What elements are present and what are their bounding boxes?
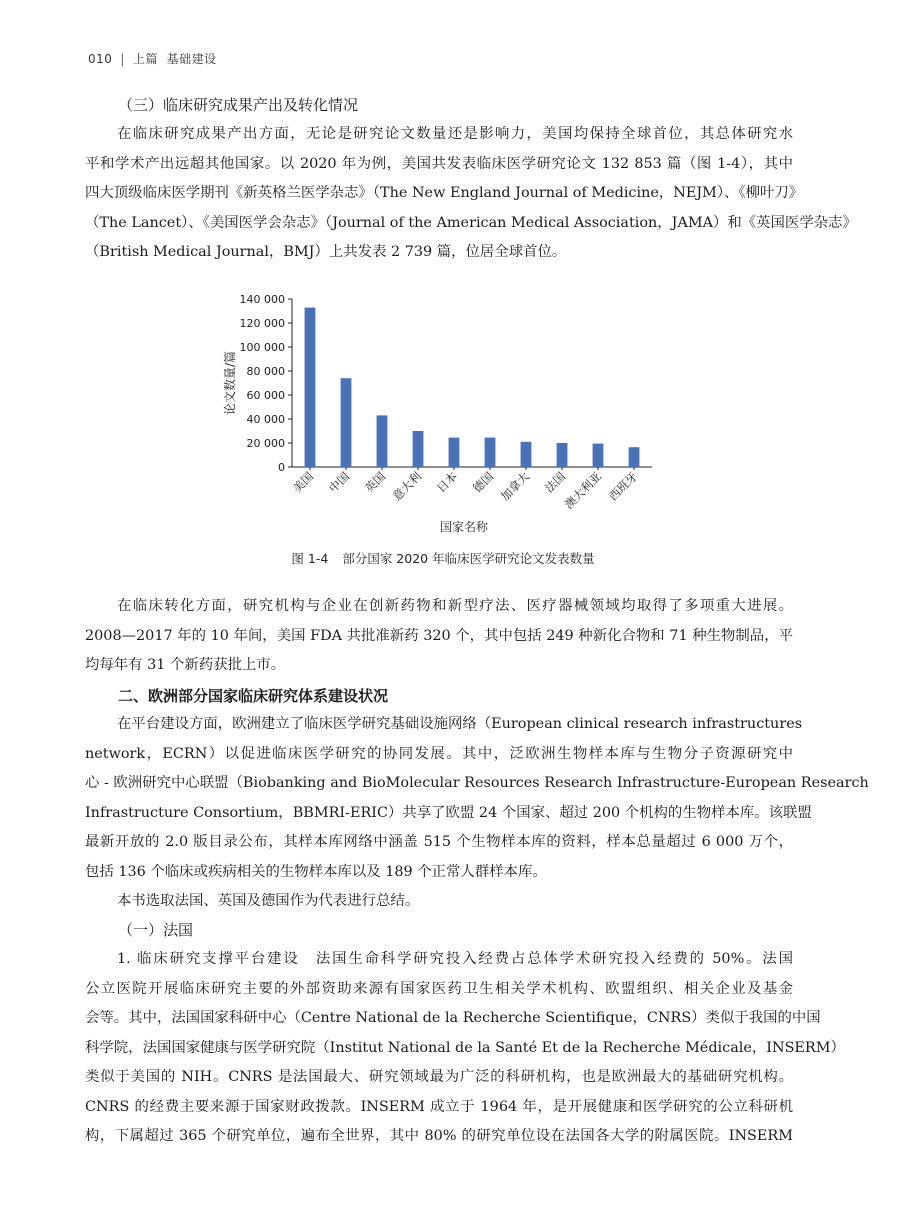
y-tick-label: 120 000 bbox=[239, 317, 285, 330]
bar bbox=[305, 308, 316, 467]
bar-chart bbox=[220, 285, 670, 540]
text-line: 1. 临床研究支撑平台建设 法国生命科学研究投入经费占总体学术研究投入经费的 50%。法国 bbox=[117, 951, 793, 967]
text-line: 2008—2017 年的 10 年间，美国 FDA 共批准新药 320 个，其中包括 249 种新化合物和 71 种生物制品，平 bbox=[85, 627, 793, 644]
bar bbox=[593, 444, 604, 467]
paragraph-selection bbox=[85, 887, 793, 917]
bar bbox=[485, 438, 496, 467]
section-heading-outcomes: （三）临床研究成果产出及转化情况 bbox=[118, 96, 359, 114]
x-tick-label: 英国 bbox=[361, 469, 389, 496]
bar bbox=[629, 447, 640, 467]
paragraph-platform bbox=[85, 710, 869, 887]
text-line: 在临床研究成果产出方面，无论是研究论文数量还是影响力，美国均保持全球首位，其总体研究水 bbox=[117, 126, 793, 142]
header-title: 基础建设 bbox=[166, 52, 217, 66]
text-line: 本书选取法国、英国及德国作为代表进行总结。 bbox=[117, 893, 420, 909]
figure-title: 部分国家 2020 年临床医学研究论文发表数量 bbox=[342, 551, 595, 566]
bar bbox=[413, 431, 424, 467]
text-line: 最新开放的 2.0 版目录公布，其样本库网络中涵盖 515 个生物样本库的资料，样本总量超过 6 000 万个， bbox=[85, 834, 793, 850]
text-line: 平和学术产出远超其他国家。以 2020 年为例，美国共发表临床医学研究论文 132 853 篇（图 1-4），其中 bbox=[85, 155, 793, 172]
x-tick-label: 澳大利亚 bbox=[561, 469, 605, 512]
text-line: 公立医院开展临床研究主要的外部资助来源有国家医药卫生相关学术机构、欧盟组织、相关企业及基金 bbox=[85, 980, 793, 997]
text-line: （British Medical Journal，BMJ）上共发表 2 739 篇，位居全球首位。 bbox=[85, 244, 567, 260]
bar bbox=[521, 442, 532, 467]
y-tick-label: 0 bbox=[278, 461, 285, 474]
paragraph-translation bbox=[85, 592, 793, 681]
x-tick-label: 加拿大 bbox=[497, 469, 533, 504]
text-line: network，ECRN）以促进临床医学研究的协同发展。其中，泛欧洲生物样本库与生物分子资源研究中 bbox=[85, 745, 793, 762]
bar bbox=[341, 378, 352, 467]
x-tick-label: 日本 bbox=[433, 469, 461, 496]
text-line: （The Lancet）、《美国医学会杂志》（Journal of the American Medical Association，JAMA）和《英国医学杂志》 bbox=[85, 214, 857, 231]
text-line: 均每年有 31 个新药获批上市。 bbox=[85, 657, 286, 673]
text-line: CNRS 的经费主要来源于国家财政拨款。INSERM 成立于 1964 年，是开展健康和医学研究的公立科研机 bbox=[85, 1098, 793, 1115]
paragraph-research-output bbox=[85, 120, 857, 268]
section-heading-france: （一）法国 bbox=[118, 921, 194, 939]
x-tick-label: 法国 bbox=[541, 469, 569, 496]
text-line: 类似于美国的 NIH。CNRS 是法国最大、研究领域最为广泛的科研机构，也是欧洲最大的基础研究机构。 bbox=[85, 1069, 793, 1085]
y-tick-label: 60 000 bbox=[246, 389, 285, 402]
y-tick-label: 100 000 bbox=[239, 341, 285, 354]
page-number: 010 bbox=[88, 52, 113, 66]
header-part: 上篇 bbox=[132, 52, 158, 66]
figure-number: 图 1-4 bbox=[291, 551, 329, 566]
paragraph-france bbox=[85, 945, 845, 1152]
x-tick-label: 西班牙 bbox=[605, 469, 641, 504]
figure-caption bbox=[0, 549, 900, 567]
bar bbox=[377, 415, 388, 467]
text-line: 包括 136 个临床或疾病相关的生物样本库以及 189 个正常人群样本库。 bbox=[85, 863, 547, 880]
x-tick-label: 中国 bbox=[325, 469, 353, 496]
text-line: 会等。其中，法国国家科研中心（Centre National de la Recherche Scientifique，CNRS）类似于我国的中国 bbox=[85, 1010, 821, 1026]
text-line: 在平台建设方面，欧洲建立了临床医学研究基础设施网络（European clinical research infrastructures bbox=[117, 716, 803, 732]
y-tick-label: 20 000 bbox=[246, 437, 285, 450]
x-tick-label: 美国 bbox=[289, 469, 317, 496]
text-line: 构，下属超过 365 个研究单位，遍布全世界，其中 80% 的研究单位设在法国各大学的附属医院。INSERM bbox=[85, 1128, 793, 1144]
header-divider: | bbox=[120, 52, 125, 66]
bar bbox=[557, 443, 568, 467]
y-tick-label: 80 000 bbox=[246, 365, 285, 378]
y-tick-label: 40 000 bbox=[246, 413, 285, 426]
section-heading-europe: 二、欧洲部分国家临床研究体系建设状况 bbox=[118, 687, 389, 705]
x-axis-title: 国家名称 bbox=[439, 520, 489, 534]
text-line: 科学院，法国国家健康与医学研究院（Institut National de la Santé Et de la Recherche Médicale，INSERM） bbox=[85, 1039, 845, 1056]
x-tick-label: 意大利 bbox=[389, 469, 425, 504]
text-line: 在临床转化方面，研究机构与企业在创新药物和新型疗法、医疗器械领域均取得了多项重大进展。 bbox=[117, 598, 793, 614]
y-tick-label: 140 000 bbox=[239, 293, 285, 306]
text-line: 心 - 欧洲研究中心联盟（Biobanking and BioMolecular Resources Research Infrastructure-European Research bbox=[85, 775, 869, 791]
bar bbox=[449, 438, 460, 467]
page-header bbox=[88, 50, 217, 67]
x-tick-label: 德国 bbox=[469, 469, 497, 496]
text-line: 四大顶级临床医学期刊《新英格兰医学杂志》（The New England Journal of Medicine，NEJM）、《柳叶刀》 bbox=[85, 185, 804, 201]
text-line: Infrastructure Consortium，BBMRI-ERIC）共享了欧盟 24 个国家、超过 200 个机构的生物样本库。该联盟 bbox=[85, 804, 812, 821]
y-axis-title: 论文数量/篇 bbox=[223, 350, 237, 416]
